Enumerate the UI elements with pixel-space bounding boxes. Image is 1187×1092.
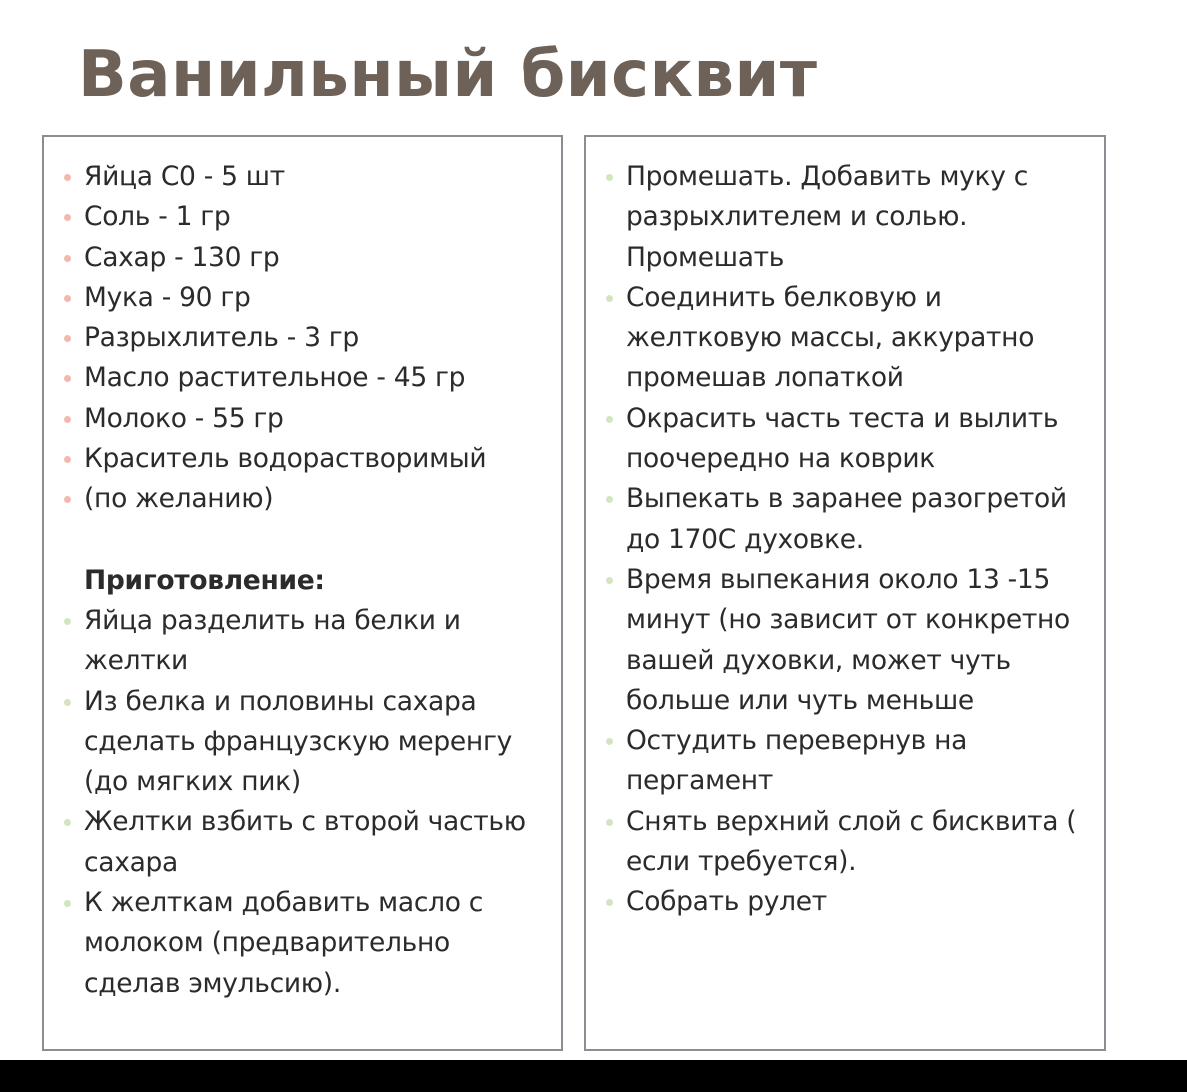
ingredient-item: Разрыхлитель - 3 гр (84, 318, 551, 358)
bottom-black-band (0, 1060, 1187, 1092)
step-item: Соединить белковую и желтковую массы, аккуратно промешав лопаткой (626, 278, 1098, 399)
ingredients-list (84, 157, 551, 520)
step-item: Собрать рулет (626, 882, 1098, 922)
ingredient-item: Соль - 1 гр (84, 197, 551, 237)
step-item: Яйца разделить на белки и желтки (84, 601, 551, 682)
step-item: Остудить перевернув на пергамент (626, 721, 1098, 802)
left-panel (42, 135, 563, 1051)
preparation-steps-right (626, 157, 1098, 923)
step-item: К желткам добавить масло с молоком (предварительно сделав эмульсию). (84, 883, 551, 1004)
step-item: Снять верхний слой с бисквита ( если требуется). (626, 802, 1098, 883)
ingredient-item: Мука - 90 гр (84, 278, 551, 318)
preparation-heading: Приготовление: (84, 565, 325, 596)
step-item: Желтки взбить с второй частью сахара (84, 802, 551, 883)
ingredient-item: Масло растительное - 45 гр (84, 358, 551, 398)
recipe-title: Ванильный бисквит (78, 38, 818, 112)
ingredient-item: Сахар - 130 гр (84, 238, 551, 278)
ingredient-item: (по желанию) (84, 479, 551, 519)
step-item: Выпекать в заранее разогретой до 170С духовке. (626, 479, 1098, 560)
step-item: Промешать. Добавить муку с разрыхлителем и солью. Промешать (626, 157, 1098, 278)
step-item: Из белка и половины сахара сделать французскую меренгу (до мягких пик) (84, 682, 551, 803)
ingredient-item: Краситель водорастворимый (84, 439, 551, 479)
right-panel (584, 135, 1106, 1051)
ingredient-item: Молоко - 55 гр (84, 399, 551, 439)
preparation-steps-left (84, 601, 551, 1004)
step-item: Окрасить часть теста и вылить поочередно на коврик (626, 399, 1098, 480)
ingredient-item: Яйца С0 - 5 шт (84, 157, 551, 197)
step-item: Время выпекания около 13 -15 минут (но зависит от конкретно вашей духовки, может чуть больше или чуть меньше (626, 560, 1098, 721)
